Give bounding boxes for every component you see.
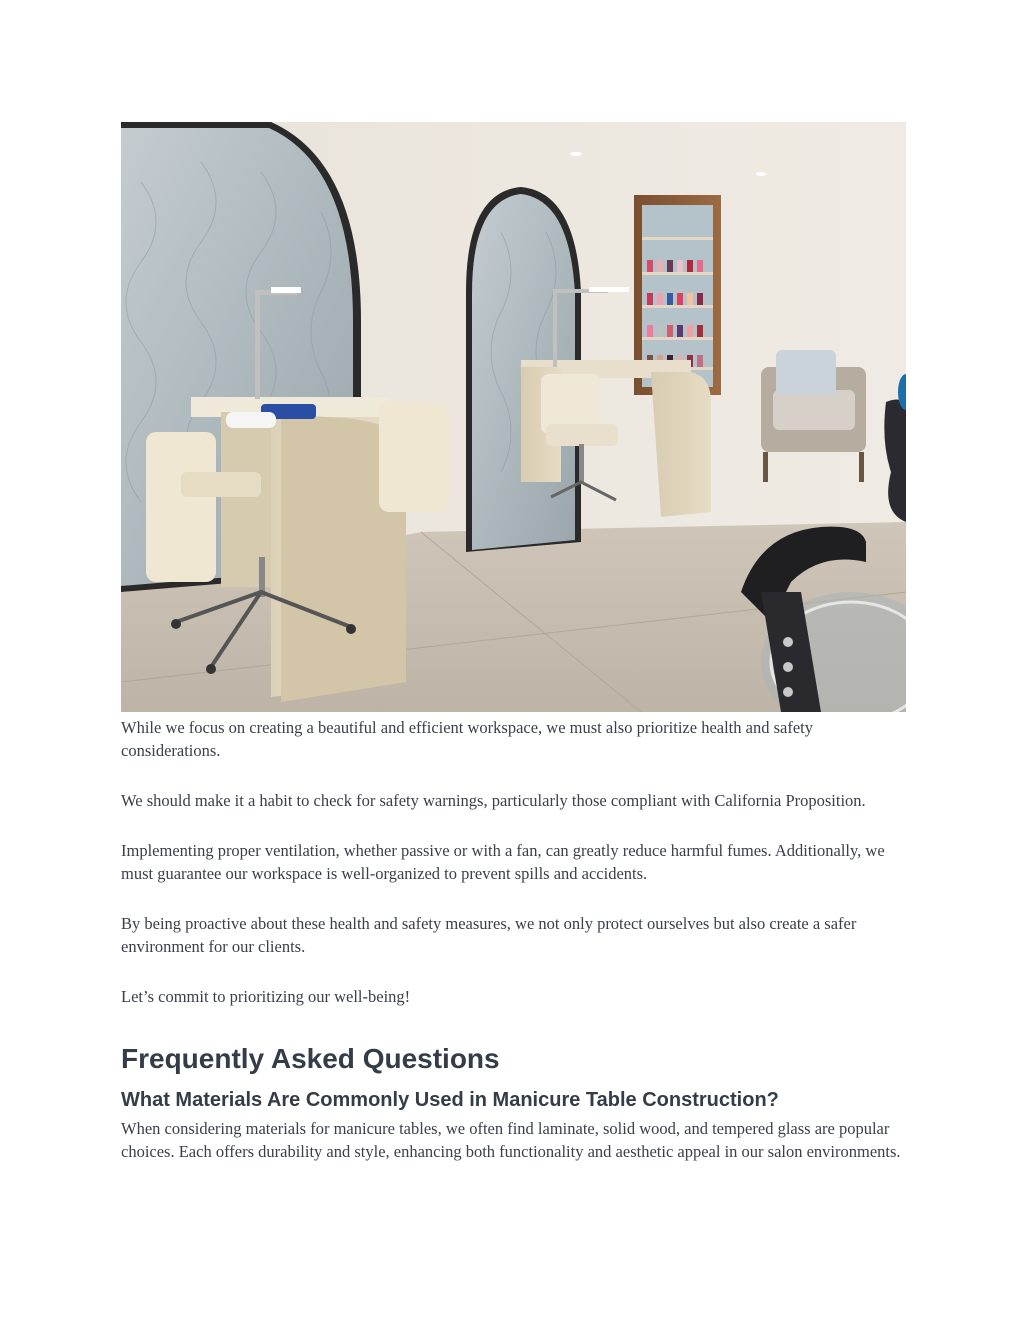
faq-heading: Frequently Asked Questions bbox=[121, 1043, 500, 1074]
faq-answer: When considering materials for manicure tables, we often find laminate, solid wood, and tempered glass are popular choices. Each offers durability and style, enhancing both functionality and aesthetic appeal in our salon environments. bbox=[121, 1119, 901, 1161]
article bbox=[121, 122, 906, 1163]
paragraph-safety-warnings: We should make it a habit to check for safety warnings, particularly those compliant with California Proposition. bbox=[121, 791, 866, 810]
paragraph-ventilation: Implementing proper ventilation, whether passive or with a fan, can greatly reduce harmful fumes. Additionally, we must guarantee our workspace is well-organized to prevent spills and accidents. bbox=[121, 841, 885, 883]
salon-photo bbox=[121, 122, 906, 712]
paragraph-proactive: By being proactive about these health and safety measures, we not only protect ourselves but also create a safer environment for our clients. bbox=[121, 914, 857, 956]
faq-question: What Materials Are Commonly Used in Manicure Table Construction? bbox=[121, 1089, 779, 1111]
paragraph-health-safety: While we focus on creating a beautiful and efficient workspace, we must also prioritize health and safety considerations. bbox=[121, 718, 813, 760]
paragraph-commit: Let’s commit to prioritizing our well-being! bbox=[121, 987, 411, 1006]
